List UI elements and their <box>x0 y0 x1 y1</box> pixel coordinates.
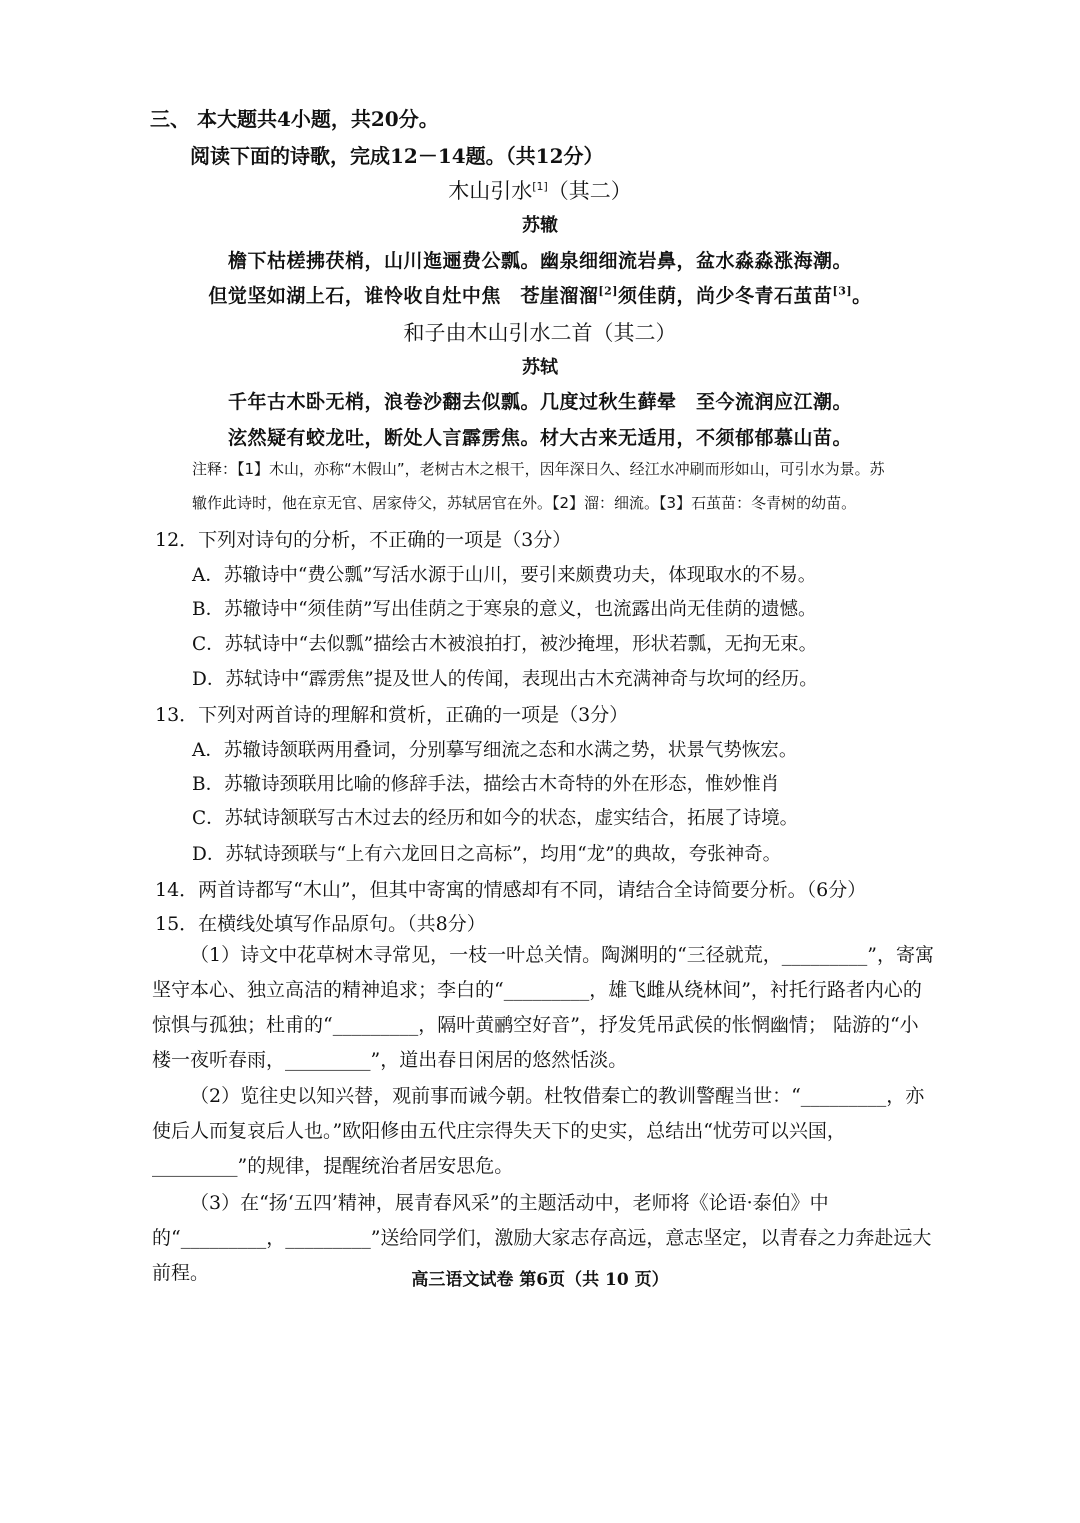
q15-stem: 15．在横线处填写作品原句。（共8分） <box>155 913 486 935</box>
q12-option-d: D．苏轼诗中“霹雳焦”提及世人的传闻，表现出古木充满神奇与坎坷的经历。 <box>192 669 818 690</box>
poem1-title-note-mark: [1] <box>532 180 548 193</box>
poem1-line2-part-b: 须佳荫，尚少冬青石茧苗 <box>617 285 833 307</box>
q13-option-d: D．苏轼诗颈联与“上有六龙回日之高标”，均用“龙”的典故，夸张神奇。 <box>192 844 782 865</box>
q15-part3: （3）在“扬‘五四’精神，展青春风采”的主题活动中，老师将《论语·泰伯》中的“_________，_________”送给同学们，激励大家志存高远，意志坚定，以青春之力奔赴远大前程。 <box>152 1192 932 1284</box>
section-intro: 阅读下面的诗歌，完成12－14题。（共12分） <box>190 144 604 168</box>
page-footer: 高三语文试卷 第6页（共 10 页） <box>411 1270 669 1290</box>
poem2-line1: 千年古木卧无梢，浪卷沙翻去似瓢。几度过秋生藓晕 至今流润应江潮。 <box>227 391 852 413</box>
notes-line2: 辙作此诗时，他在京无官、居家侍父，苏轼居官在外。【2】溜：细流。【3】石茧苗：冬青树的幼苗。 <box>192 494 857 512</box>
poem2-author: 苏轼 <box>522 357 558 378</box>
poem1-line2-part-c: 。 <box>852 285 872 307</box>
q14-stem: 14．两首诗都写“木山”，但其中寄寓的情感却有不同，请结合全诗简要分析。（6分） <box>155 879 867 901</box>
poem2-line2: 泫然疑有蛟龙吐，断处人言霹雳焦。材大古来无适用，不须郁郁慕山苗。 <box>227 427 852 449</box>
q15-part1: （1）诗文中花草树木寻常见，一枝一叶总关情。陶渊明的“三径就荒，_________”，寄寓坚守本心、独立高洁的精神追求；李白的“_________，雄飞雌从绕林间”，衬托行路者内心的惊惧与孤独；杜甫的“_________，隔叶黄鹂空好音”，抒发凭吊武侯的怅惘幽情； 陆游的“小楼一夜听春雨，_________”，道出春日闲居的悠然恬淡。 <box>152 944 935 1071</box>
poem1-line2-note-mark-2: [2] <box>598 284 618 298</box>
q12-option-a: A．苏辙诗中“费公瓢”写活水源于山川，要引来颇费功夫，体现取水的不易。 <box>192 565 817 586</box>
q12-stem: 12．下列对诗句的分析，不正确的一项是（3分） <box>155 529 572 551</box>
poem1-line2-note-mark-3: [3] <box>832 284 853 298</box>
q13-stem: 13．下列对两首诗的理解和赏析，正确的一项是（3分） <box>155 704 629 726</box>
poem1-author: 苏辙 <box>522 215 558 236</box>
q13-option-a: A．苏辙诗颔联两用叠词，分别摹写细流之态和水满之势，状景气势恢宏。 <box>192 740 798 761</box>
q12-option-b: B．苏辙诗中“须佳荫”写出佳荫之于寒泉的意义，也流露出尚无佳荫的遗憾。 <box>192 599 817 620</box>
notes-line1: 注释：【1】木山，亦称“木假山”，老树古木之根干，因年深日久、经江水冲刷而形如山，可引水为景。苏 <box>192 460 885 478</box>
q13-option-b: B．苏辙诗颈联用比喻的修辞手法，描绘古木奇特的外在形态，惟妙惟肖 <box>192 774 780 795</box>
poem1-title-suffix: （其二） <box>547 179 632 203</box>
poem1-title <box>0 175 1080 205</box>
poem1-line1: 檐下枯槎拂茯梢，山川迤逦费公瓢。幽泉细细流岩鼻，盆水淼淼涨海潮。 <box>227 250 852 272</box>
poem2-title: 和子由木山引水二首（其二） <box>403 321 677 345</box>
q15-part2: （2）览往史以知兴替，观前事而诫今朝。杜牧借秦亡的教训警醒当世：“_________，亦使后人而复哀后人也。”欧阳修由五代庄宗得失天下的史实，总结出“忧劳可以兴国，_________”的规律，提醒统治者居安思危。 <box>152 1085 925 1177</box>
poem1-line2-part-a: 但觉坚如湖上石，谁怜收自灶中焦 苍崖溜溜 <box>208 285 599 307</box>
poem1-line2 <box>0 281 1080 308</box>
q12-option-c: C．苏轼诗中“去似瓢”描绘古木被浪拍打，被沙掩埋，形状若瓢，无拘无束。 <box>192 634 818 655</box>
poem1-title-text: 木山引水 <box>448 179 533 203</box>
q13-option-c: C．苏轼诗颔联写古木过去的经历和如今的状态，虚实结合，拓展了诗境。 <box>192 808 799 829</box>
section-heading: 三、 本大题共4小题，共20分。 <box>150 107 439 131</box>
